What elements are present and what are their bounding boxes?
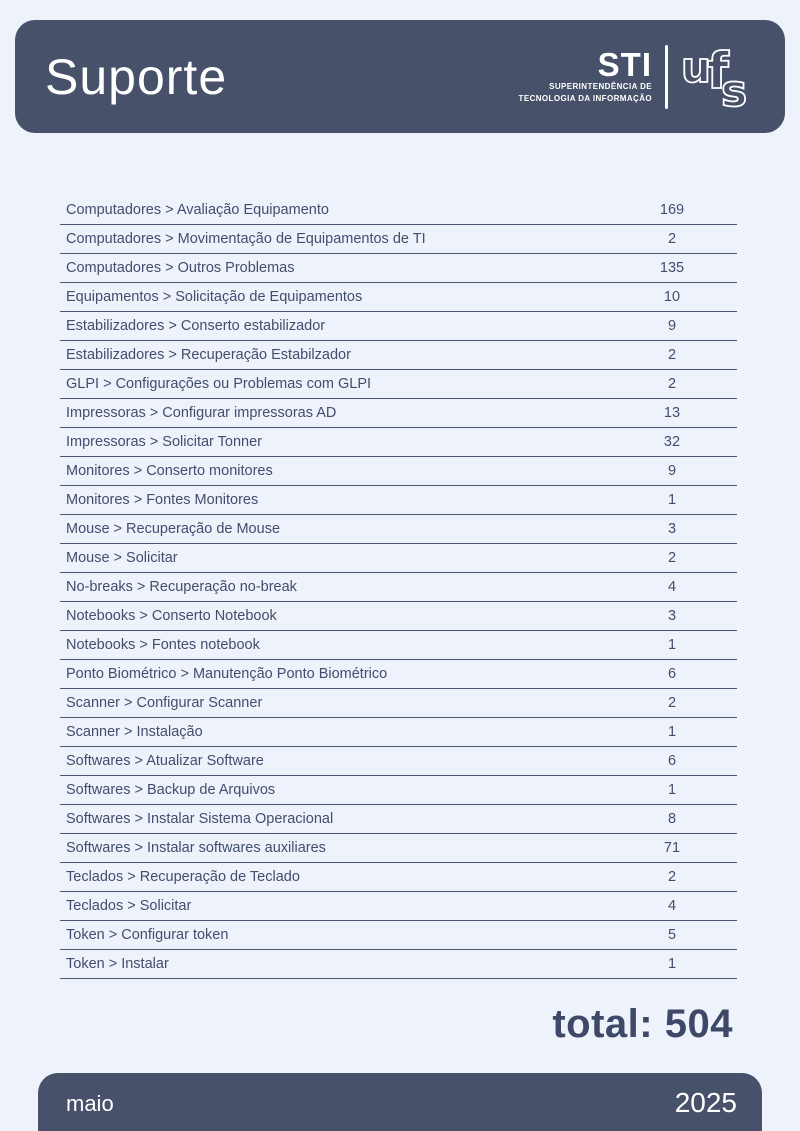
table-row [60,283,737,312]
row-count: 4 [667,579,677,595]
svg-text:s: s [721,65,748,112]
row-count: 2 [667,231,677,247]
row-label: Computadores > Avaliação Equipamento [66,202,329,218]
footer-month: maio [66,1091,114,1116]
table-row [60,573,737,602]
table-row [60,341,737,370]
row-count: 9 [667,463,677,479]
header-banner [15,20,785,133]
row-label: Mouse > Solicitar [66,550,178,566]
total-summary [552,1002,733,1047]
table-row [60,892,737,921]
table-row [60,486,737,515]
table-row [60,254,737,283]
sti-subtitle-line1: SUPERINTENDÊNCIA DE [549,82,652,92]
row-label: Monitores > Conserto monitores [66,463,273,479]
row-count: 1 [667,782,677,798]
row-count: 5 [667,927,677,943]
row-count: 4 [667,898,677,914]
row-label: Ponto Biométrico > Manutenção Ponto Biométrico [66,666,388,682]
row-label: Mouse > Recuperação de Mouse [66,521,281,537]
table-row [60,515,737,544]
table-row [60,747,737,776]
table-row [60,631,737,660]
total-value: 504 [664,1002,733,1046]
row-count: 6 [667,753,677,769]
row-label: Impressoras > Solicitar Tonner [66,434,262,450]
row-count: 2 [667,347,677,363]
footer-year: 2025 [674,1087,737,1118]
row-label: Impressoras > Configurar impressoras AD [66,405,337,421]
row-label: Softwares > Atualizar Software [66,753,264,769]
support-categories-table [60,196,737,979]
row-label: Token > Configurar token [66,927,229,943]
row-label: Estabilizadores > Conserto estabilizador [66,318,326,334]
row-count: 135 [659,260,685,276]
row-label: Equipamentos > Solicitação de Equipamentos [66,289,363,305]
row-count: 2 [667,869,677,885]
table-row [60,225,737,254]
table-row [60,196,737,225]
row-count: 169 [659,202,685,218]
row-label: Scanner > Instalação [66,724,203,740]
table-row [60,428,737,457]
table-row [60,544,737,573]
table-row [60,863,737,892]
table-row [60,950,737,979]
row-label: Estabilizadores > Recuperação Estabilzador [66,347,351,363]
row-count: 10 [663,289,681,305]
row-count: 1 [667,724,677,740]
row-count: 32 [663,434,681,450]
svg-text:u: u [681,42,711,92]
sti-ufs-logo [519,42,755,112]
row-count: 2 [667,695,677,711]
row-label: Token > Instalar [66,956,169,972]
footer-banner [38,1073,762,1131]
table-row [60,660,737,689]
row-label: GLPI > Configurações ou Problemas com GLPI [66,376,372,392]
table-row [60,602,737,631]
table-row [60,457,737,486]
page-title: Suporte [45,48,228,105]
row-label: Teclados > Recuperação de Teclado [66,869,300,885]
row-label: Notebooks > Conserto Notebook [66,608,277,624]
row-count: 8 [667,811,677,827]
table-row [60,399,737,428]
row-count: 9 [667,318,677,334]
row-count: 71 [663,840,681,856]
table-row [60,921,737,950]
row-label: Teclados > Solicitar [66,898,192,914]
table-row [60,689,737,718]
row-label: Computadores > Outros Problemas [66,260,295,276]
row-label: Softwares > Instalar softwares auxiliares [66,840,326,856]
total-label: total: [552,1002,654,1046]
row-label: Softwares > Instalar Sistema Operacional [66,811,334,827]
table-row [60,718,737,747]
row-label: Computadores > Movimentação de Equipamentos de TI [66,231,426,247]
row-label: No-breaks > Recuperação no-break [66,579,297,595]
ufs-logo-icon [681,42,755,112]
table-row [60,312,737,341]
table-row [60,370,737,399]
sti-logo-block [519,48,652,104]
row-label: Softwares > Backup de Arquivos [66,782,276,798]
row-label: Notebooks > Fontes notebook [66,637,260,653]
row-count: 6 [667,666,677,682]
row-count: 1 [667,637,677,653]
row-count: 1 [667,492,677,508]
row-count: 13 [663,405,681,421]
row-count: 2 [667,550,677,566]
row-label: Scanner > Configurar Scanner [66,695,263,711]
logo-divider [665,45,668,109]
row-count: 3 [667,521,677,537]
row-count: 1 [667,956,677,972]
row-label: Monitores > Fontes Monitores [66,492,259,508]
table-row [60,805,737,834]
svg-text:f: f [707,41,729,100]
table-row [60,834,737,863]
row-count: 2 [667,376,677,392]
sti-acronym: STI [597,46,652,84]
table-row [60,776,737,805]
sti-subtitle-line2: TECNOLOGIA DA INFORMAÇÃO [518,94,652,103]
row-count: 3 [667,608,677,624]
